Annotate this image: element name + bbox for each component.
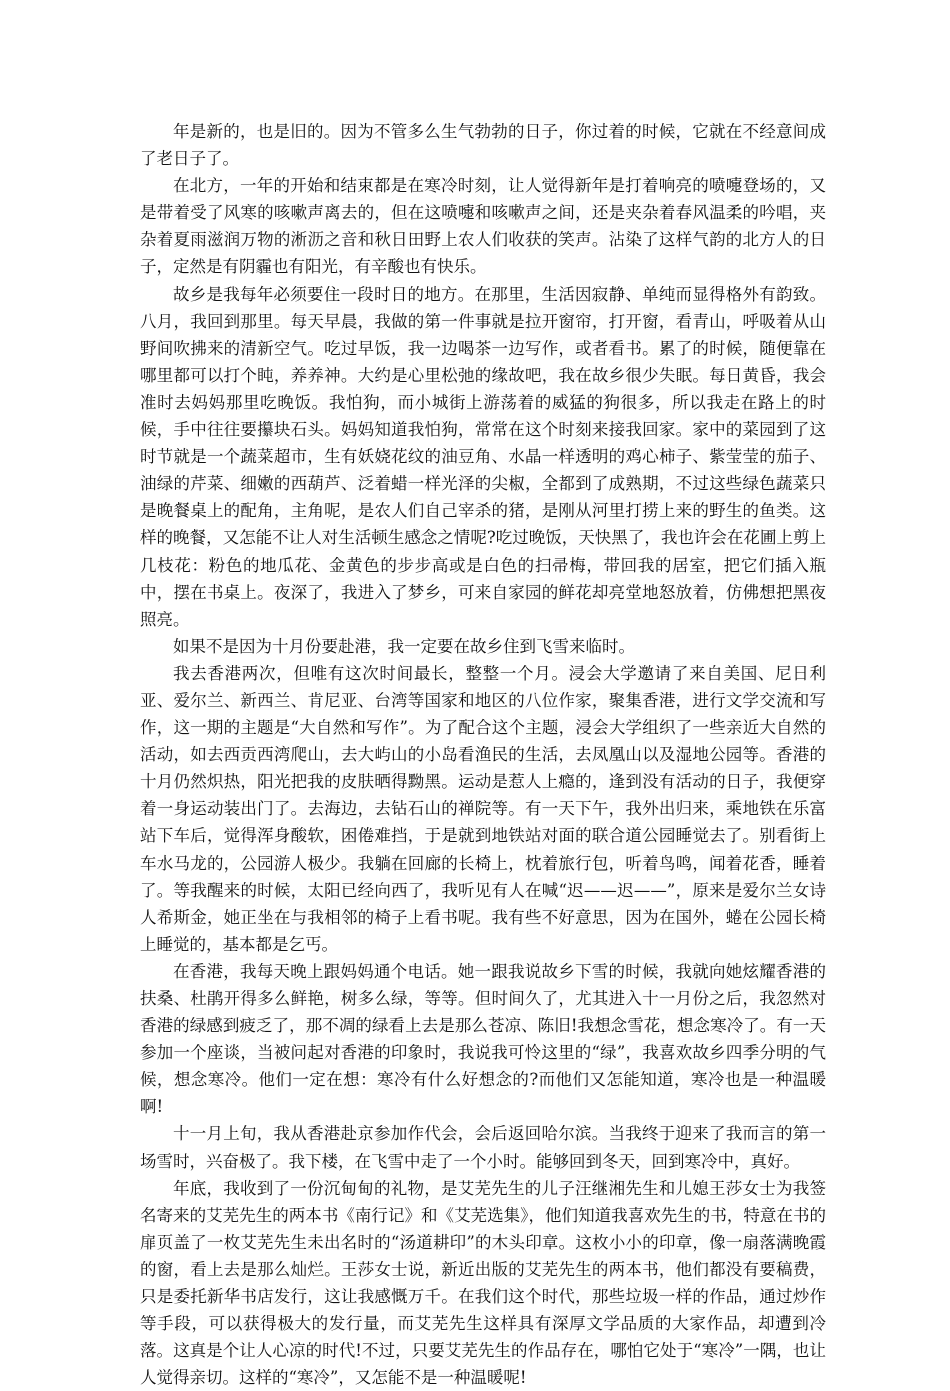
document-body [140, 118, 826, 1391]
paragraph-8: 年底，我收到了一份沉甸甸的礼物，是艾芜先生的儿子汪继湘先生和儿媳王莎女士为我签名寄来的艾芜先生的两本书《南行记》和《艾芜选集》，他们知道我喜欢先生的书，特意在书的扉页盖了一枚艾芜先生未出名时的“汤道耕印”的木头印章。这枚小小的印章，像一扇落满晚霞的窗，看上去是那么灿烂。王莎女士说，新近出版的艾芜先生的两本书，他们都没有要稿费，只是委托新华书店发行，这让我感慨万千。在我们这个时代，那些垃圾一样的作品，通过炒作等手段，可以获得极大的发行量，而艾芜先生这样具有深厚文学品质的大家作品，却遭到冷落。这真是个让人心凉的时代!不过，只要艾芜先生的作品存在，哪怕它处于“寒冷”一隅，也让人觉得亲切。这样的“寒冷”，又怎能不是一种温暖呢! [140, 1178, 826, 1388]
paragraph-1: 年是新的，也是旧的。因为不管多么生气勃勃的日子，你过着的时候，它就在不经意间成了老日子了。 [140, 122, 826, 169]
paragraph-4: 如果不是因为十月份要赴港，我一定要在故乡住到飞雪来临时。 [173, 636, 635, 656]
paragraph-2: 在北方，一年的开始和结束都是在寒冷时刻，让人觉得新年是打着响亮的喷嚏登场的，又是带着受了风寒的咳嗽声离去的，但在这喷嚏和咳嗽声之间，还是夹杂着春风温柔的吟唱，夹杂着夏雨滋润万物的淅沥之音和秋日田野上农人们收获的笑声。沾染了这样气韵的北方人的日子，定然是有阴霾也有阳光，有辛酸也有快乐。 [140, 176, 826, 277]
paragraph-6: 在香港，我每天晚上跟妈妈通个电话。她一跟我说故乡下雪的时候，我就向她炫耀香港的扶桑、杜鹃开得多么鲜艳，树多么绿，等等。但时间久了，尤其进入十一月份之后，我忽然对香港的绿感到疲乏了，那不凋的绿看上去是那么苍凉、陈旧!我想念雪花，想念寒冷了。有一天参加一个座谈，当被问起对香港的印象时，我说我可怜这里的“绿”，我喜欢故乡四季分明的气候，想念寒冷。他们一定在想：寒冷有什么好想念的?而他们又怎能知道，寒冷也是一种温暖啊! [140, 961, 826, 1117]
paragraph-5: 我去香港两次，但唯有这次时间最长，整整一个月。浸会大学邀请了来自美国、尼日利亚、爱尔兰、新西兰、肯尼亚、台湾等国家和地区的八位作家，聚集香港，进行文学交流和写作，这一期的主题是“大自然和写作”。为了配合这个主题，浸会大学组织了一些亲近大自然的活动，如去西贡西湾爬山，去大屿山的小岛看渔民的生活，去凤凰山以及湿地公园等。香港的十月仍然炽热，阳光把我的皮肤晒得黝黑。运动是惹人上瘾的，逢到没有活动的日子，我便穿着一身运动装出门了。去海边，去钻石山的禅院等。有一天下午，我外出归来，乘地铁在乐富站下车后，觉得浑身酸软，困倦难挡，于是就到地铁站对面的联合道公园睡觉去了。别看街上车水马龙的，公园游人极少。我躺在回廊的长椅上，枕着旅行包，听着鸟鸣，闻着花香，睡着了。等我醒来的时候，太阳已经向西了，我听见有人在喊“迟——迟——”，原来是爱尔兰女诗人希斯金，她正坐在与我相邻的椅子上看书呢。我有些不好意思，因为在国外，蜷在公园长椅上睡觉的，基本都是乞丐。 [140, 663, 826, 954]
paragraph-7: 十一月上旬，我从香港赴京参加作代会，会后返回哈尔滨。当我终于迎来了我而言的第一场雪时，兴奋极了。我下楼，在飞雪中走了一个小时。能够回到冬天，回到寒冷中，真好。 [140, 1124, 826, 1171]
paragraph-3: 故乡是我每年必须要住一段时日的地方。在那里，生活因寂静、单纯而显得格外有韵致。八月，我回到那里。每天早晨，我做的第一件事就是拉开窗帘，打开窗，看青山，呼吸着从山野间吹拂来的清新空气。吃过早饭，我一边喝茶一边写作，或者看书。累了的时候，随便靠在哪里都可以打个盹，养养神。大约是心里松弛的缘故吧，我在故乡很少失眠。每日黄昏，我会准时去妈妈那里吃晚饭。我怕狗，而小城街上游荡着的威猛的狗很多，所以我走在路上的时候，手中往往要攥块石头。妈妈知道我怕狗，常常在这个时刻来接我回家。家中的菜园到了这时节就是一个蔬菜超市，生有妖娆花纹的油豆角、水晶一样透明的鸡心柿子、紫莹莹的茄子、油绿的芹菜、细嫩的西葫芦、泛着蜡一样光泽的尖椒，全都到了成熟期，不过这些绿色蔬菜只是晚餐桌上的配角，主角呢，是农人们自己宰杀的猪，是刚从河里打捞上来的野生的鱼类。这样的晚餐，又怎能不让人对生活顿生感念之情呢?吃过晚饭，天快黑了，我也许会在花圃上剪上几枝花：粉色的地瓜花、金黄色的步步高或是白色的扫帚梅，带回我的居室，把它们插入瓶中，摆在书桌上。夜深了，我进入了梦乡，可来自家园的鲜花却亮堂地怒放着，仿佛想把黑夜照亮。 [140, 284, 826, 629]
